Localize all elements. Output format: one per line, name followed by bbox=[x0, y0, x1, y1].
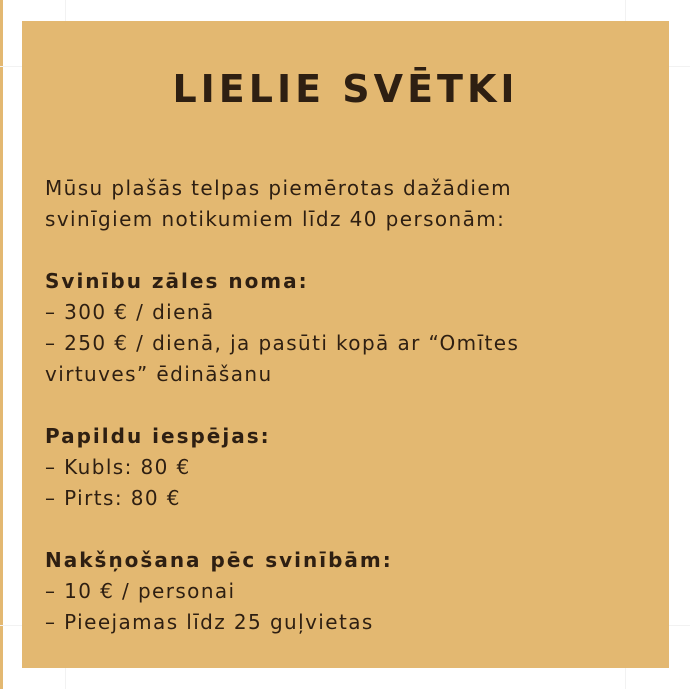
card-title: LIELIE SVĒTKI bbox=[172, 67, 519, 111]
section-line: – 250 € / dienā, ja pasūti kopā ar “Omītes bbox=[45, 331, 520, 355]
section-heading-hall-rental: Svinību zāles noma: bbox=[45, 269, 309, 293]
info-card bbox=[22, 21, 669, 668]
section-line: – 10 € / personai bbox=[45, 579, 236, 603]
section-line: – Kubls: 80 € bbox=[45, 455, 191, 479]
card-content bbox=[45, 173, 645, 638]
section-heading-extras: Papildu iespējas: bbox=[45, 424, 271, 448]
section-line: virtuves” ēdināšanu bbox=[45, 362, 273, 386]
intro-line: Mūsu plašās telpas piemērotas dažādiem bbox=[45, 176, 512, 200]
left-edge-line bbox=[0, 0, 3, 689]
intro-line: svinīgiem notikumiem līdz 40 personām: bbox=[45, 207, 506, 231]
section-heading-accommodation: Nakšņošana pēc svinībām: bbox=[45, 548, 393, 572]
section-line: – 300 € / dienā bbox=[45, 300, 215, 324]
section-line: – Pirts: 80 € bbox=[45, 486, 181, 510]
section-line: – Pieejamas līdz 25 guļvietas bbox=[45, 610, 374, 634]
